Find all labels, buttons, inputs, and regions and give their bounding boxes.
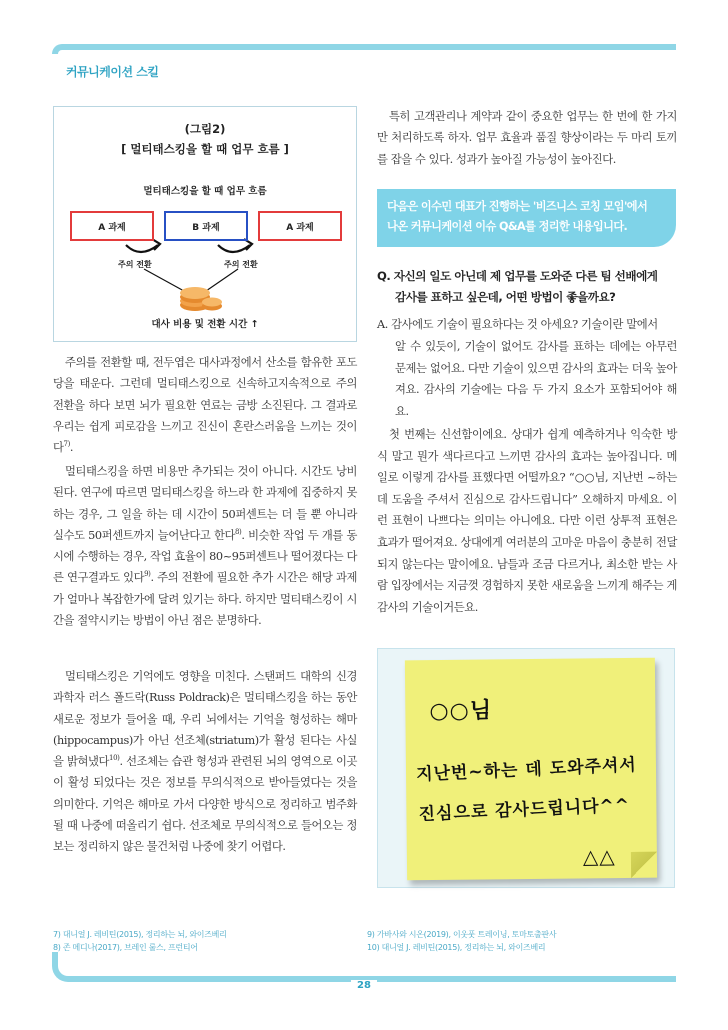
footnote-ref-8: 8)	[234, 528, 242, 537]
sticky-note-figure	[377, 648, 675, 888]
sticky-note	[405, 658, 657, 881]
figure-caption-number: (그림2)	[184, 122, 226, 136]
task-box-a-left: A 과제	[70, 211, 154, 241]
section-title: 커뮤니케이션 스킬	[66, 65, 159, 79]
paragraph-freshness: 첫 번째는 신선함이에요. 상대가 쉽게 예측하거나 익숙한 방식 말고 뭔가 색다르다고 느끼면 감사의 효과는 높아집니다. 메일로 이렇게 감사를 표했다면 어떨까요? “○○님, 지난번 ~하는 데 도움을 주셔서 진심으로 감사드립니다” 오해하지 마세요. 이런 표현이 나쁘다는 의미는 아니에요. 다만 이런 상투적 표현은 효과가 떨어져요. 상대에게 여러분의 고마운 마음이 충분히 전달되지 않는다는 말이에요. 남들과 조금 다르거나, 최소한 받는 사람 입장에서는 지금껏 경험하지 못한 새로움을 느끼게 해주는 게 감사의 기술이거든요.	[377, 428, 677, 614]
footnote-ref-9: 9)	[144, 570, 151, 579]
note-line-1: 지난번~하는 데 도와주셔서	[415, 755, 638, 786]
cost-label: 대사 비용 및 전환 시간 ↑	[151, 319, 259, 330]
note-greeting: ○○님	[429, 698, 493, 725]
callout-line-2: 나온 커뮤니케이션 이슈 Q&A를 정리한 내용입니다.	[387, 220, 628, 233]
footnote-10: 10) 대니얼 J. 레비틴(2015), 정리하는 뇌, 와이즈베리	[367, 943, 546, 952]
paragraph-attention-switch: 주의를 전환할 때, 전두엽은 대사과정에서 산소를 함유한 포도당을 태운다. 그런데 멀티태스킹으로 신속하고지속적으로 주의 전환을 하다 보면 뇌가 필요한 연료는 금방 소진된다. 그 결과로 우리는 쉽게 피로감을 느끼고 진신이 혼란스러움을 느끼는 것이다$^{7)}$.	[53, 356, 357, 455]
sticky-note-fold	[631, 852, 657, 878]
header-rule-end	[660, 44, 676, 50]
diagram-title: 멀티태스킹을 할 때 업무 흐름	[143, 186, 267, 197]
switch-label-right: 주의 전환	[224, 260, 258, 269]
question-line-2: 감사를 표하고 싶은데, 어떤 방법이 좋을까요?	[395, 290, 616, 304]
coins-icon	[180, 287, 222, 311]
question	[377, 266, 677, 308]
paragraph-time-cost: 멀티태스킹을 하면 비용만 추가되는 것이 아니다. 시간도 낭비된다. 연구에 따르면 멀티태스킹을 하느라 한 과제에 집중하지 못하는 경우, 그 일을 하는 데 시간이 50퍼센트는 더 들 뿐 아니라 실수도 50퍼센트까지 늘어난다고 한다$^{8)}$. 비슷한 작업 두 개를 동시에 수행하는 경우, 작업 효율이 80~95퍼센트나 떨어졌다는 다른 연구결과도 있다$^{9)}$. 주의 전환에 필요한 추가 시간은 해당 과제가 얼마나 복잡한가에 달려 있기는 하다. 하지만 멀티태스킹이 시간을 절약시키는 방법이 아닌 점은 분명하다.	[53, 465, 357, 628]
footnote-ref-10: 10)	[109, 754, 120, 763]
footnote-7: 7) 대니얼 J. 레비틴(2015), 정리하는 뇌, 와이즈베리	[53, 930, 227, 939]
note-signature: △△	[582, 844, 616, 869]
paragraph-one-task: 특히 고객관리나 계약과 같이 중요한 업무는 한 번에 한 가지만 처리하도록 하자. 업무 효율과 품질 향상이라는 두 마리 토끼를 잡을 수 있다. 성과가 높아질 가능성이 높아진다.	[377, 110, 677, 166]
page-number: 28	[0, 980, 728, 991]
footnote-9: 9) 가바사와 시온(2019), 이웃풋 트레이닝, 토마토출판사	[367, 930, 557, 939]
question-line-1: Q. 자신의 일도 아닌데 제 업무를 도와준 다른 팀 선배에게	[377, 269, 658, 283]
answer-rest: 알 수 있듯이, 기술이 없어도 감사를 표하는 데에는 아무런 문제는 없어요. 다만 기술이 있으면 감사의 효과는 더욱 높아져요. 감사의 기술에는 다음 두 가지 요소가 포함되어야 해요.	[395, 339, 677, 419]
header-rule	[52, 44, 676, 54]
note-line-2: 진심으로 감사드립니다^^	[418, 795, 631, 825]
switch-label-left: 주의 전환	[118, 260, 152, 269]
task-box-a-right: A 과제	[258, 211, 342, 241]
footer-rule	[52, 952, 676, 982]
answer	[377, 314, 677, 423]
task-box-b: B 과제	[164, 211, 248, 241]
figure-caption-title: [ 멀티태스킹을 할 때 업무 흐름 ]	[121, 142, 289, 156]
paragraph-memory: 멀티태스킹은 기억에도 영향을 미친다. 스탠퍼드 대학의 신경과학자 러스 폴드락(Russ Poldrack)은 멀티태스킹을 하는 동안 새로운 정보가 들어올 때, 우리 뇌에서는 기억을 형성하는 해마(hippocampus)가 아닌 선조체(striatum)가 활성 된다는 사실을 밝혀냈다$^{10)}$. 선조체는 습관 형성과 관련된 뇌의 영역으로 이곳이 활성 되었다는 것은 정보를 무의식적으로 받아들였다는 것을 의미한다. 기억은 해마로 가서 다양한 방식으로 정리하고 범주화될 때 나중에 떠올리기 쉽다. 선조체로 무의식적으로 들어오는 정보는 정리하지 않은 물건처럼 나중에 찾기 어렵다.	[53, 670, 357, 854]
callout-line-1: 다음은 이수민 대표가 진행하는 '비즈니스 코칭 모임'에서	[387, 200, 648, 213]
figure-multitasking-flow	[53, 106, 357, 342]
footnote-8: 8) 존 메디나(2017), 브레인 룰스, 프런티어	[53, 943, 198, 952]
footnote-ref-7: 7)	[63, 440, 70, 449]
callout-box	[377, 189, 676, 247]
answer-line-1: A. 감사에도 기술이 필요하다는 것 아세요? 기술이란 말에서	[377, 318, 658, 331]
